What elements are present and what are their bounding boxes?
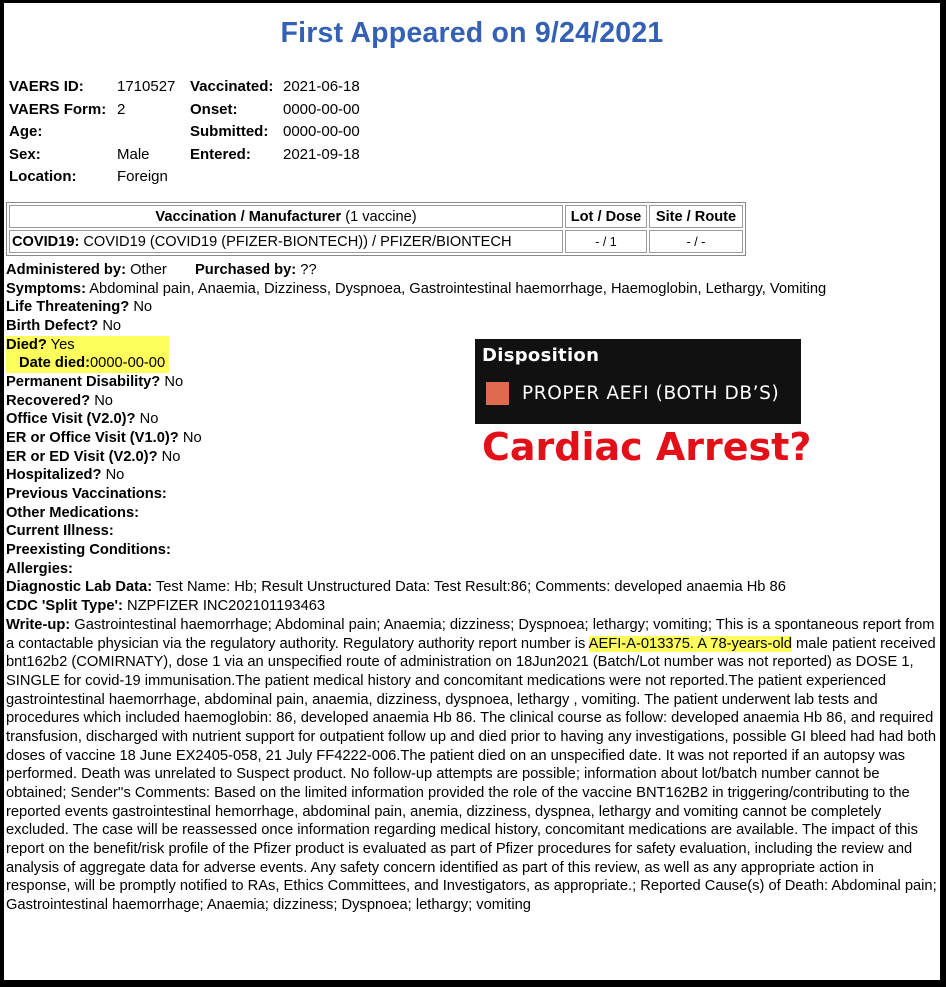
vaccinated-label: Vaccinated: (190, 78, 274, 95)
write-up-text-2: male patient received bnt162b2 (COMIRNATY), dose 1 via an unspecified route of administration on 18Jun2021 (Batch/Lot number was not reported) as DOSE 1, SINGLE for covid-19 immunisation.The patient medical history and concomitant medications were not reported.The patient experienced gastrointestinal haemorrhage, abdominal pain, anaemia, dizziness, dyspnoea, lethargy , vomiting. The patient underwent lab tests and procedures which included haemoglobin: 86, developed anaemia Hb 86. The clinical course as follow: developed anaemia Hb 86, and required transfusion, discharged with nutrient support for outpatient follow up and died prior to having any investigations, possible GI bleed had had both doses of vaccine 18 June EX2405-058, 21 July FF4222-006.The patient died on an unspecified date. It was not reported if an autopsy was performed. Death was unrelated to Suspect product. No follow-up attempts are possible; information about lot/batch number cannot be obtained; Sender''s Comments: Based on the limited information provided the role of the vaccine BNT162B2 in triggering/contributing to the reported events gastrointestinal hemorrhage, abdominal pain, anemia, dizziness, dyspnea, lethargy and vomiting cannot be completely excluded. The case will be reassessed once information regarding medical history, concomitant medications are available. The impact of this report on the benefit/risk profile of the Pfizer product is evaluated as part of Pfizer procedures for safety evaluation, including the review and analysis of aggregate data for adverse events. Any safety concern identified as part of this review, as well as any appropriate action in response, will be promptly notified to RAs, Ethics Committees, and Investigators, as appropriate.; Reported Cause(s) of Death: Abdominal pain; Gastrointestinal haemorrhage; Anaemia; dizziness; Dyspnoea; lethargy; vomiting (6, 635, 937, 913)
info-labels-right (190, 76, 273, 166)
write-up-text-1: Gastrointestinal haemorrhage; Abdominal pain; Anaemia; dizziness; Dyspnoea; lethargy; vomiting; This is a spontaneous report from a contactable physician via the regulatory authority. Regulatory authority report number is (6, 617, 935, 652)
page-title: First Appeared on 9/24/2021 (280, 17, 664, 49)
recovered-value: No (94, 392, 113, 409)
previous-vaccinations-row (6, 485, 938, 504)
age-value (117, 121, 175, 144)
vaccination-header-label: Vaccination / Manufacturer (155, 208, 342, 225)
died-highlight (6, 336, 169, 373)
location-label: Location: (9, 168, 77, 186)
entered-label: Entered: (190, 145, 251, 163)
vaccine-type: COVID19: (12, 233, 80, 250)
er-office-visit-label: ER or Office Visit (V1.0)? (6, 429, 179, 446)
current-illness-row (6, 522, 938, 541)
info-values-left (117, 76, 175, 189)
er-ed-visit-value: No (161, 448, 181, 465)
birth-defect-value: No (102, 317, 122, 334)
vaers-form-label: VAERS Form: (9, 100, 107, 118)
office-visit-value: No (139, 411, 159, 428)
symptoms-value: Abdominal pain, Anaemia, Dizziness, Dyspnoea, Gastrointestinal haemorrhage, Haemoglobin, Lethargy, Vomiting (89, 280, 827, 297)
cardiac-arrest-annotation: Cardiac Arrest? (482, 425, 812, 469)
diagnostic-lab-row (6, 578, 938, 597)
write-up (6, 616, 940, 915)
current-illness-label: Current Illness: (6, 523, 114, 540)
vaccine-table-header-row (9, 205, 743, 228)
entered-value: 2021-09-18 (283, 145, 360, 163)
disposition-box (475, 339, 801, 424)
date-died-value: 0000-00-00 (90, 355, 166, 372)
died-row (6, 336, 165, 355)
permanent-disability-label: Permanent Disability? (6, 373, 161, 390)
administered-row (6, 261, 938, 280)
diagnostic-lab-value: Test Name: Hb; Result Unstructured Data: Test Result:86; Comments: developed anaemia Hb 86 (155, 579, 786, 596)
died-value: Yes (50, 336, 75, 353)
write-up-highlight: AEFI-A-013375. A 78-years-old (588, 635, 792, 652)
vaccine-name: COVID19 (COVID19 (PFIZER-BIONTECH)) / PFIZER/BIONTECH (83, 233, 512, 250)
hospitalized-label: Hospitalized? (6, 467, 102, 484)
vaers-id-label: VAERS ID: (9, 78, 84, 95)
date-died-row (6, 354, 165, 373)
disposition-swatch (486, 382, 509, 405)
disposition-item: PROPER AEFI (BOTH DB’S) (522, 383, 780, 404)
other-medications-row (6, 504, 938, 523)
office-visit-label: Office Visit (V2.0)? (6, 411, 136, 428)
vaccine-count: (1 vaccine) (345, 208, 417, 225)
er-office-visit-value: No (182, 429, 202, 446)
permanent-disability-value: No (164, 373, 184, 390)
vaers-form-value: 2 (117, 100, 126, 118)
table-row (9, 230, 743, 253)
died-label: Died? (6, 336, 47, 353)
vaccine-cell (9, 230, 563, 253)
recovered-label: Recovered? (6, 392, 91, 409)
diagnostic-lab-label: Diagnostic Lab Data: (6, 579, 153, 596)
disposition-heading: Disposition (482, 345, 600, 366)
sex-label: Sex: (9, 145, 41, 163)
submitted-value: 0000-00-00 (283, 123, 360, 141)
vaers-id-value: 1710527 (117, 78, 176, 95)
life-threatening-row (6, 298, 938, 317)
preexisting-conditions-row (6, 541, 938, 560)
other-medications-label: Other Medications: (6, 504, 140, 521)
purchased-by-value: ?? (300, 262, 317, 278)
symptoms-label: Symptoms: (6, 280, 86, 297)
info-labels-left (9, 76, 106, 189)
life-threatening-label: Life Threatening? (6, 299, 130, 316)
birth-defect-row (6, 317, 938, 336)
hospitalized-row (6, 466, 938, 485)
previous-vaccinations-label: Previous Vaccinations: (6, 485, 167, 502)
purchased-by-label: Purchased by: (194, 262, 297, 278)
vaccination-header (9, 205, 563, 228)
sex-value: Male (117, 145, 150, 163)
life-threatening-value: No (133, 299, 153, 316)
vaccinated-value: 2021-06-18 (283, 78, 360, 95)
info-values-right (283, 76, 360, 166)
vaccine-table (6, 202, 746, 256)
symptoms-row (6, 280, 938, 299)
split-type-label: CDC 'Split Type': (6, 597, 123, 614)
date-died-label: Date died: (19, 355, 90, 372)
onset-value: 0000-00-00 (283, 100, 360, 118)
age-label: Age: (9, 123, 43, 141)
split-type-value: NZPFIZER INC202101193463 (126, 597, 326, 614)
site-route-header: Site / Route (649, 205, 743, 228)
lot-dose-cell: - / 1 (565, 230, 647, 253)
administered-by-value: Other (130, 262, 167, 278)
birth-defect-label: Birth Defect? (6, 317, 99, 334)
site-route-cell: - / - (649, 230, 743, 253)
lot-dose-header: Lot / Dose (565, 205, 647, 228)
report-page (4, 3, 940, 980)
hospitalized-value: No (105, 467, 125, 484)
onset-label: Onset: (190, 100, 238, 118)
split-type-row (6, 597, 938, 616)
write-up-label: Write-up: (6, 617, 71, 633)
submitted-label: Submitted: (190, 123, 269, 141)
er-ed-visit-label: ER or ED Visit (V2.0)? (6, 448, 158, 465)
location-value: Foreign (117, 168, 168, 186)
preexisting-conditions-label: Preexisting Conditions: (6, 541, 171, 558)
administered-by-label: Administered by: (6, 262, 126, 278)
allergies-label: Allergies: (6, 560, 73, 577)
allergies-row (6, 560, 938, 579)
